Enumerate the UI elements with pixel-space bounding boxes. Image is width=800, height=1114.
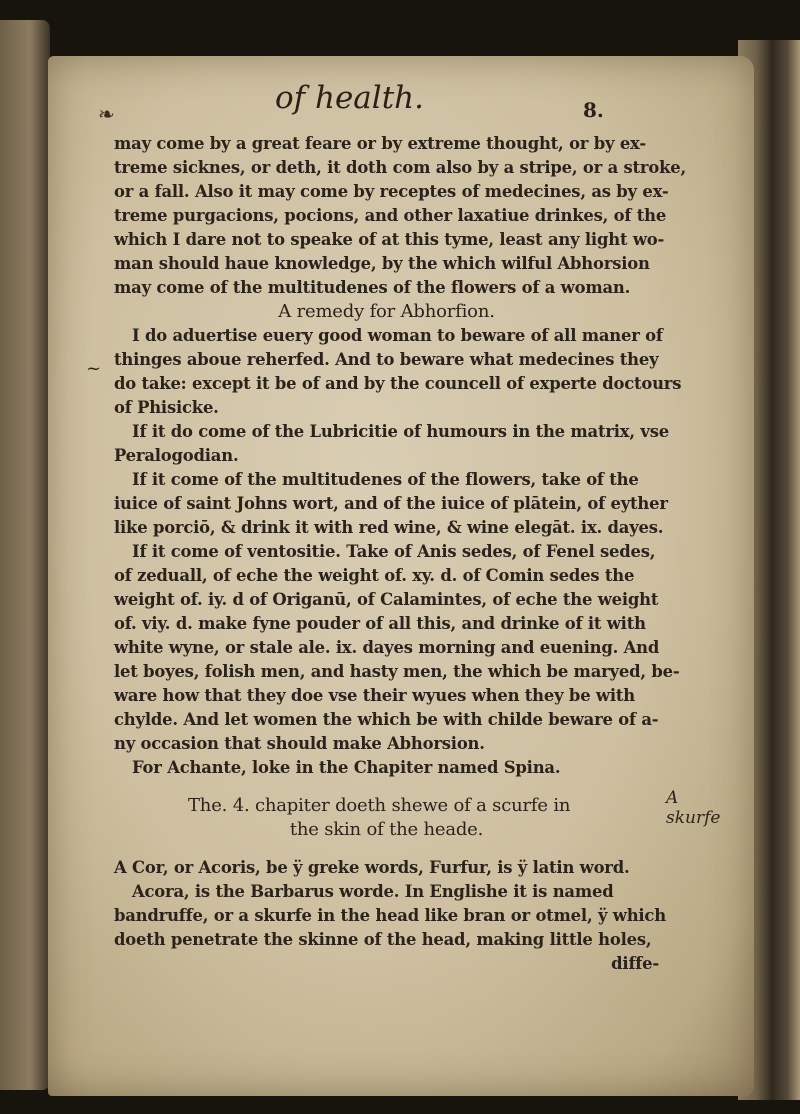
text-line: bandruffe, or a skurfe in the head like bran or otmel, ÿ which: [114, 906, 666, 925]
text-line: Peralogodian.: [114, 446, 239, 465]
folio-number: 8.: [583, 98, 604, 122]
text-line: treme sicknes, or deth, it doth com also by a stripe, or a stroke,: [114, 158, 686, 177]
text-line: like porciō, & drink it with red wine, & wine elegāt. ix. dayes.: [114, 518, 664, 537]
page-text-block: [68, 76, 738, 1036]
text-line: white wyne, or stale ale. ix. dayes morning and euening. And: [114, 638, 660, 657]
text-line: chylde. And let women the which be with childe beware of a-: [114, 710, 659, 729]
printer-ornament: ❧: [98, 102, 115, 126]
margin-pen-mark: ~: [86, 358, 102, 379]
text-line: the skin of the heade.: [289, 819, 484, 840]
text-line: diffe-: [611, 954, 659, 973]
text-line: If it do come of the Lubricitie of humours in the matrix, vse: [132, 422, 669, 441]
text-line: treme purgacions, pocions, and other laxatiue drinkes, of the: [114, 206, 667, 225]
spacer: [114, 780, 659, 794]
text-line: If it come of ventositie. Take of Anis sedes, of Fenel sedes,: [132, 542, 656, 561]
page-header: [68, 76, 738, 126]
text-line: or a fall. Also it may come by receptes of medecines, as by ex-: [114, 182, 669, 201]
spacer: [114, 842, 659, 856]
text-line: ny occasion that should make Abhorsion.: [114, 734, 485, 753]
text-line: may come of the multitudenes of the flowers of a woman.: [114, 278, 631, 297]
text-line: of Phisicke.: [114, 398, 219, 417]
running-head: of health.: [275, 80, 424, 116]
body-text: [114, 132, 686, 976]
text-line: which I dare not to speake of at this tyme, least any light wo-: [114, 230, 665, 249]
text-line: of. viy. d. make fyne pouder of all this, and drinke of it with: [114, 614, 646, 633]
book-page: [48, 56, 754, 1096]
facing-page-edge: [0, 20, 50, 1090]
text-line: A Cor, or Acoris, be ÿ greke words, Furfur, is ÿ latin word.: [114, 858, 630, 877]
text-line: doeth penetrate the skinne of the head, making little holes,: [114, 930, 652, 949]
text-line: weight of. iy. d of Origanū, of Calamintes, of eche the weight: [114, 590, 659, 609]
text-line: of zeduall, of eche the weight of. xy. d. of Comin sedes the: [114, 566, 635, 585]
text-line: The. 4. chapiter doeth shewe of a scurfe in: [188, 795, 571, 816]
text-line: man should haue knowledge, by the which wilful Abhorsion: [114, 254, 650, 273]
text-line: Acora, is the Barbarus worde. In Englishe it is named: [132, 882, 614, 901]
text-line: I do aduertise euery good woman to beware of all maner of: [132, 326, 663, 345]
text-line: A remedy for Abhorfion.: [278, 301, 495, 322]
text-line: let boyes, folish men, and hasty men, the which be maryed, be-: [114, 662, 680, 681]
text-line: thinges aboue reherfed. And to beware what medecines they: [114, 350, 659, 369]
margin-note: A skurfe: [666, 788, 721, 828]
text-line: ware how that they doe vse their wyues when they be with: [114, 686, 635, 705]
text-line: may come by a great feare or by extreme thought, or by ex-: [114, 134, 646, 153]
text-line: iuice of saint Johns wort, and of the iuice of plātein, of eyther: [114, 494, 668, 513]
text-line: If it come of the multitudenes of the flowers, take of the: [132, 470, 639, 489]
text-line: do take: except it be of and by the councell of experte doctours: [114, 374, 682, 393]
text-line: For Achante, loke in the Chapiter named Spina.: [132, 758, 561, 777]
